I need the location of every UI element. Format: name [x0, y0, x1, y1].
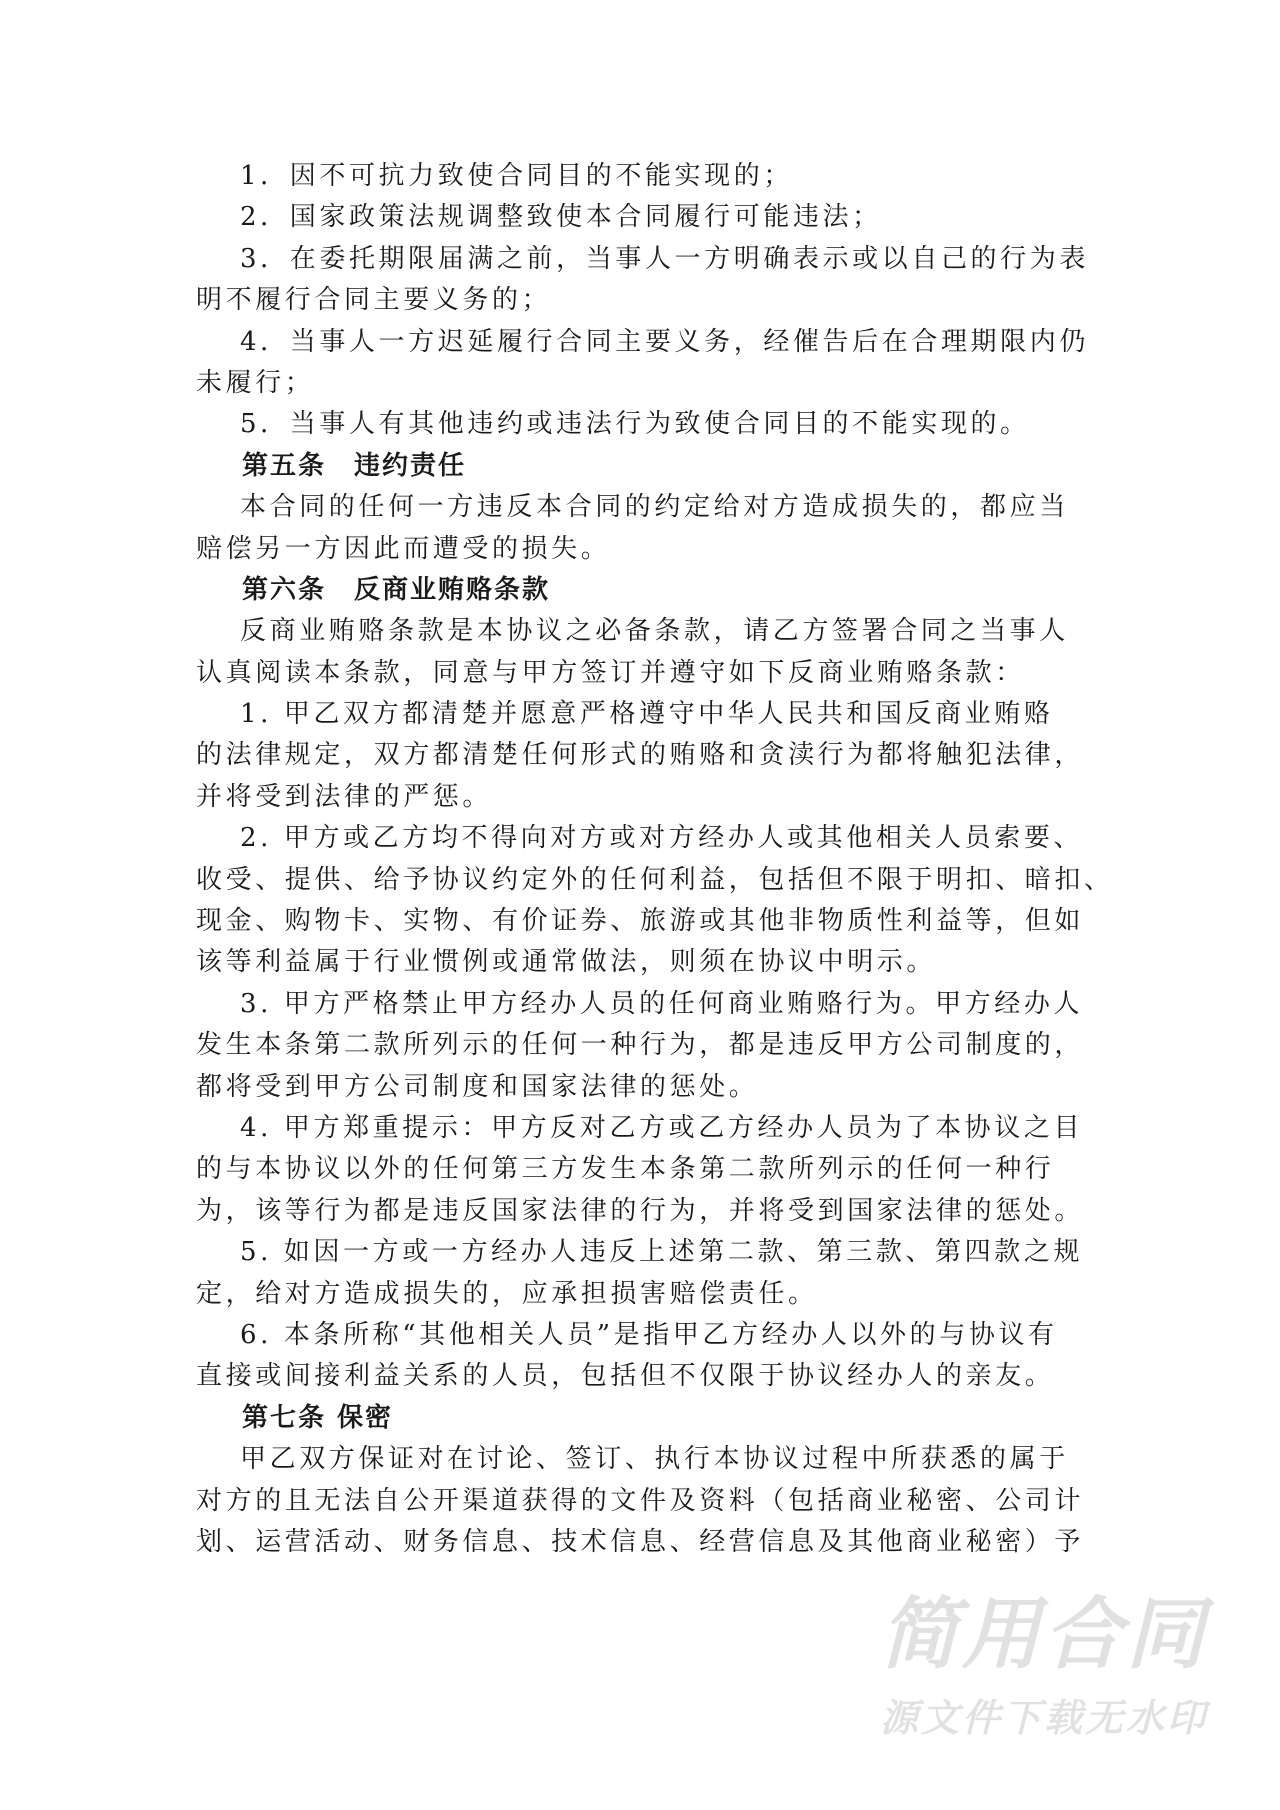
- clause-continuation: 发生本条第二款所列示的任何一种行为，都是违反甲方公司制度的，: [196, 1030, 1085, 1061]
- section-heading-article-5: 第五条 违约责任: [242, 450, 467, 481]
- clause-continuation: 直接或间接利益关系的人员，包括但不仅限于协议经办人的亲友。: [196, 1361, 1055, 1392]
- document-body: [196, 156, 1114, 1563]
- clause-item: 4. 甲方郑重提示：甲方反对乙方或乙方经办人员为了本协议之目: [240, 1112, 1084, 1143]
- clause-continuation: 并将受到法律的严惩。: [196, 781, 493, 812]
- clause-item: 6. 本条所称“其他相关人员”是指甲乙方经办人以外的与协议有: [240, 1319, 1058, 1350]
- clause-continuation: 的与本协议以外的任何第三方发生本条第二款所列示的任何一种行: [196, 1154, 1055, 1185]
- paragraph: 反商业贿赂条款是本协议之必备条款，请乙方签署合同之当事人: [240, 616, 1069, 647]
- clause-continuation: 收受、提供、给予协议约定外的任何利益，包括但不限于明扣、暗扣、: [196, 864, 1114, 895]
- clause-continuation: 都将受到甲方公司制度和国家法律的惩处。: [196, 1071, 759, 1102]
- section-heading-article-6: 第六条 反商业贿赂条款: [242, 574, 551, 605]
- clause-item: 2．国家政策法规调整致使本合同履行可能违法；: [240, 202, 882, 233]
- clause-item: 1. 甲乙双方都清楚并愿意严格遵守中华人民共和国反商业贿赂: [240, 699, 1054, 730]
- clause-continuation: 的法律规定，双方都清楚任何形式的贿赂和贪渎行为都将触犯法律，: [196, 740, 1085, 771]
- paragraph-continuation: 划、运营活动、财务信息、技术信息、经营信息及其他商业秘密）予: [196, 1526, 1085, 1557]
- clause-item: 4．当事人一方迟延履行合同主要义务，经催告后在合理期限内仍: [240, 326, 1089, 357]
- clause-continuation: 为，该等行为都是违反国家法律的行为，并将受到国家法律的惩处。: [196, 1195, 1085, 1226]
- section-heading-article-7: 第七条 保密: [242, 1402, 394, 1433]
- clause-continuation: 定，给对方造成损失的，应承担损害赔偿责任。: [196, 1278, 818, 1309]
- watermark-brand: 简用合同: [880, 1590, 1209, 1680]
- clause-item: 2. 甲方或乙方均不得向对方或对方经办人或其他相关人员索要、: [240, 823, 1084, 854]
- clause-continuation: 明不履行合同主要义务的；: [196, 285, 552, 316]
- paragraph: 本合同的任何一方违反本合同的约定给对方造成损失的，都应当: [240, 492, 1069, 523]
- clause-continuation: 现金、购物卡、实物、有价证券、旅游或其他非物质性利益等，但如: [196, 906, 1085, 937]
- paragraph-continuation: 认真阅读本条款，同意与甲方签订并遵守如下反商业贿赂条款：: [196, 657, 1025, 688]
- paragraph-continuation: 赔偿另一方因此而遭受的损失。: [196, 533, 611, 564]
- watermark: [880, 1590, 1280, 1742]
- clause-item: 1．因不可抗力致使合同目的不能实现的；: [240, 161, 793, 191]
- paragraph: 甲乙双方保证对在讨论、签订、执行本协议过程中所获悉的属于: [240, 1444, 1069, 1475]
- clause-item: 5．当事人有其他违约或违法行为致使合同目的不能实现的。: [240, 409, 1030, 440]
- watermark-tagline: 源文件下载无水印: [880, 1696, 1209, 1740]
- clause-continuation: 未履行；: [196, 367, 315, 398]
- paragraph-continuation: 对方的且无法自公开渠道获得的文件及资料（包括商业秘密、公司计: [196, 1485, 1085, 1516]
- clause-item: 3. 甲方严格禁止甲方经办人员的任何商业贿赂行为。甲方经办人: [240, 988, 1084, 1019]
- clause-item: 5. 如因一方或一方经办人违反上述第二款、第三款、第四款之规: [240, 1237, 1084, 1268]
- clause-item: 3．在委托期限届满之前，当事人一方明确表示或以自己的行为表: [240, 243, 1089, 274]
- clause-continuation: 该等利益属于行业惯例或通常做法，则须在协议中明示。: [196, 947, 937, 978]
